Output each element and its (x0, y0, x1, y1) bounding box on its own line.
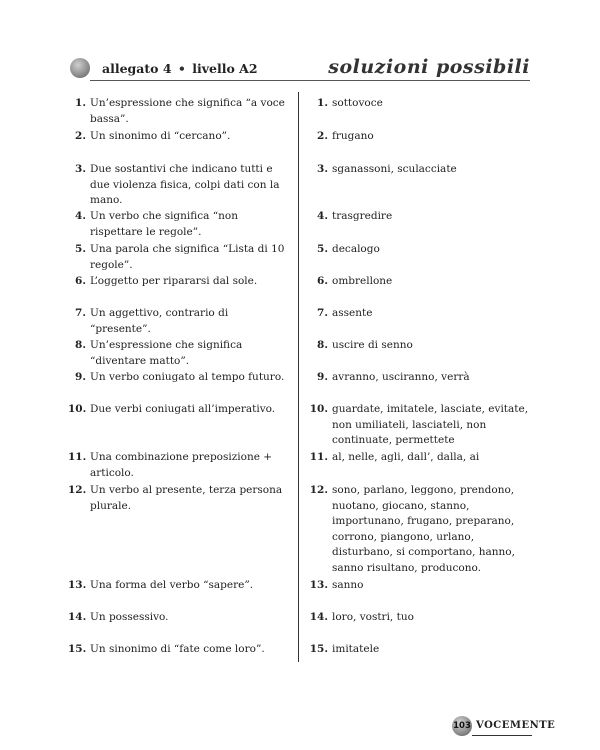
answer-text: avranno, usciranno, verrà (332, 371, 470, 383)
answer-text: ombrellone (332, 275, 393, 287)
answer-number: 12. (309, 484, 328, 496)
question-text: Una forma del verbo “sapere”. (90, 579, 254, 591)
header-label-allegato: allegato 4 (102, 61, 172, 76)
answer-number: 1. (317, 97, 328, 109)
question-number: 1. (75, 97, 86, 109)
answer-number: 9. (317, 371, 328, 383)
question-text: Un sinonimo di “fate come loro”. (90, 643, 265, 655)
answer-number: 5. (317, 243, 328, 255)
question-item (68, 370, 290, 386)
answer-number: 11. (309, 451, 328, 463)
question-item (68, 129, 290, 145)
question-text: Un sinonimo di “cercano”. (90, 130, 231, 142)
answer-number: 7. (317, 307, 328, 319)
answer-text: frugano (332, 130, 374, 142)
answer-item (308, 129, 534, 145)
answer-item (308, 274, 534, 290)
question-number: 6. (75, 275, 86, 287)
question-number: 11. (68, 451, 87, 463)
question-text: Una parola che significa “Lista di 10 regole”. (90, 243, 285, 271)
answer-number: 6. (317, 275, 328, 287)
answer-item (308, 162, 534, 178)
answer-number: 4. (317, 210, 328, 222)
answer-text: al, nelle, agli, dall’, dalla, ai (332, 451, 480, 463)
question-number: 15. (68, 643, 87, 655)
question-text: Una combinazione preposizione + articolo. (90, 451, 273, 479)
question-number: 7. (75, 307, 86, 319)
answer-item (308, 338, 534, 354)
answer-text: guardate, imitatele, lasciate, evitate, non umiliateli, lasciateli, non continuate, permettete (332, 403, 529, 446)
question-item (68, 578, 290, 594)
question-item (68, 306, 290, 337)
question-item (68, 96, 290, 127)
answer-text: sono, parlano, leggono, prendono, nuotano, giocano, stanno, importunano, frugano, preparano, corrono, piangono, urlano, disturbano, si comportano, hanno, sanno risultano, producono. (332, 484, 515, 574)
question-item (68, 274, 290, 290)
answer-item (308, 96, 534, 112)
footer-rule (472, 735, 532, 736)
answer-item (308, 370, 534, 386)
question-number: 4. (75, 210, 86, 222)
question-text: Un verbo al presente, terza persona plurale. (90, 484, 283, 512)
answer-item (308, 642, 534, 658)
answer-text: sganassoni, sculacciate (332, 163, 457, 175)
question-number: 9. (75, 371, 86, 383)
page-footer (452, 716, 556, 738)
answer-item (308, 306, 534, 322)
answer-item (308, 578, 534, 594)
question-text: Un verbo che significa “non rispettare le regole”. (90, 210, 238, 238)
column-divider (298, 92, 299, 662)
question-text: Un verbo coniugato al tempo futuro. (90, 371, 285, 383)
answer-text: imitatele (332, 643, 380, 655)
question-number: 3. (75, 163, 86, 175)
header-bullet-icon (70, 58, 90, 78)
answer-text: uscire di senno (332, 339, 413, 351)
header-label-livello: livello A2 (192, 61, 258, 76)
answer-item (308, 402, 534, 449)
question-number: 2. (75, 130, 86, 142)
question-number: 12. (68, 484, 87, 496)
answer-text: trasgredire (332, 210, 393, 222)
question-text: Un’espressione che significa “a voce bassa”. (90, 97, 285, 125)
answer-item (308, 610, 534, 626)
answer-number: 3. (317, 163, 328, 175)
answer-text: loro, vostri, tuo (332, 611, 414, 623)
question-text: L’oggetto per ripararsi dal sole. (90, 275, 258, 287)
question-item (68, 242, 290, 273)
question-item (68, 450, 290, 481)
question-item (68, 162, 290, 209)
answer-number: 15. (309, 643, 328, 655)
question-number: 13. (68, 579, 87, 591)
question-text: Un possessivo. (90, 611, 169, 623)
question-item (68, 610, 290, 626)
brand-logo: VOCEMENTE (476, 720, 556, 731)
question-number: 10. (68, 403, 87, 415)
answer-item (308, 209, 534, 225)
question-number: 14. (68, 611, 87, 623)
answer-text: decalogo (332, 243, 380, 255)
answer-number: 2. (317, 130, 328, 142)
page-title: soluzioni possibili (328, 56, 530, 78)
answer-item (308, 242, 534, 258)
question-item (68, 209, 290, 240)
question-item (68, 642, 290, 658)
question-text: Un’espressione che significa “diventare matto”. (90, 339, 243, 367)
header-rule (90, 80, 530, 81)
page-header (70, 58, 530, 80)
header-label (102, 61, 258, 76)
question-text: Due verbi coniugati all’imperativo. (90, 403, 276, 415)
header-separator: • (177, 61, 186, 76)
page-number-badge: 103 (452, 716, 472, 736)
answer-number: 8. (317, 339, 328, 351)
question-number: 8. (75, 339, 86, 351)
question-item (68, 483, 290, 514)
answer-number: 13. (309, 579, 328, 591)
question-text: Due sostantivi che indicano tutti e due violenza fisica, colpi dati con la mano. (90, 163, 280, 206)
answer-text: assente (332, 307, 373, 319)
answer-text: sottovoce (332, 97, 383, 109)
question-number: 5. (75, 243, 86, 255)
question-text: Un aggettivo, contrario di “presente”. (90, 307, 229, 335)
question-item (68, 402, 290, 418)
answer-number: 10. (309, 403, 328, 415)
answer-item (308, 450, 534, 466)
answer-item (308, 483, 534, 576)
question-item (68, 338, 290, 369)
answer-text: sanno (332, 579, 364, 591)
answer-number: 14. (309, 611, 328, 623)
